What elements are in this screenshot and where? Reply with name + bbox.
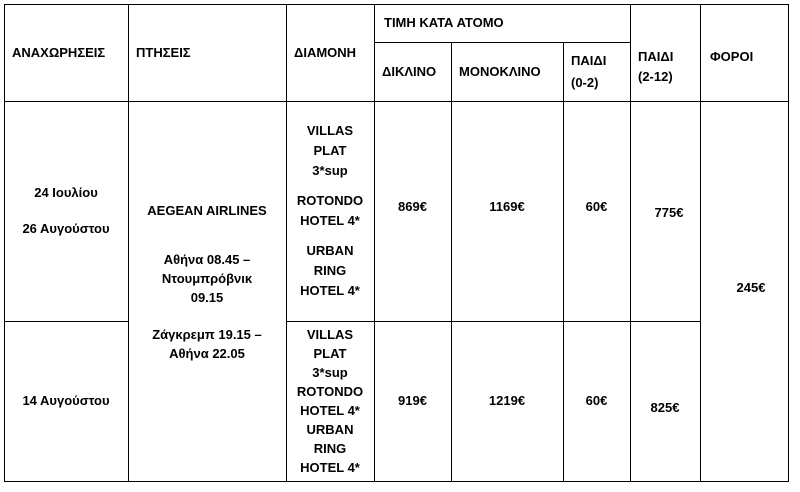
row1-hotel-line: HOTEL 4* [300, 283, 360, 298]
row2-hotels [286, 321, 374, 481]
flights-outbound-line: Αθήνα 08.45 – [163, 252, 251, 267]
row1-dates [4, 101, 128, 321]
header-price-per-person: ΤΙΜΗ ΚΑΤΑ ΑΤΟΜΟ [384, 15, 504, 30]
row1-single: 1169€ [489, 199, 525, 214]
row2-hotel-line: RING [313, 441, 347, 456]
flights-airline: AEGEAN AIRLINES [147, 203, 267, 218]
row1-double: 869€ [398, 199, 427, 214]
row2-hotel-line: VILLAS [306, 327, 354, 342]
row2-hotel-line: HOTEL 4* [300, 403, 360, 418]
row2-hotel-line: HOTEL 4* [300, 460, 360, 475]
row2-child-2-12: 825€ [650, 400, 680, 415]
row1-date-1: 24 Ιουλίου [34, 185, 98, 200]
row1-hotels [286, 101, 374, 321]
row2-hotel-line: PLAT [313, 346, 347, 361]
row2-hotel-line: 3*sup [312, 365, 348, 380]
row1-child-2-12: 775€ [654, 205, 684, 220]
row1-hotel-line: URBAN [306, 243, 354, 258]
header-departures: ΑΝΑΧΩΡΗΣΕΙΣ [12, 44, 106, 60]
header-double: ΔΙΚΛΙΝΟ [382, 63, 437, 79]
row1-hotel-line: 3*sup [312, 163, 348, 178]
flights-inbound-line: Ζάγκρεμπ 19.15 – [152, 327, 262, 342]
header-flights: ΠΤΗΣΕΙΣ [136, 44, 191, 60]
row1-hotel-line: ROTONDO [296, 193, 364, 208]
row1-hotel-line: PLAT [313, 143, 347, 158]
header-single: ΜΟΝΟΚΛΙΝΟ [459, 63, 541, 79]
header-child-2-12 [630, 42, 700, 101]
row1-date-2: 26 Αυγούστου [22, 221, 110, 236]
taxes-value: 245€ [736, 279, 766, 295]
row2-date: 14 Αυγούστου [22, 393, 110, 408]
header-child-2-12-line2: (2-12) [638, 69, 673, 84]
header-child-0-2-line1: ΠΑΙΔΙ [571, 52, 607, 68]
row2-child-0-2: 60€ [585, 393, 608, 408]
flights-outbound-line: Ντουμπρόβνικ [161, 271, 253, 286]
row2-hotel-line: URBAN [306, 422, 354, 437]
row1-hotel-line: HOTEL 4* [300, 213, 360, 228]
header-child-2-12-line1: ΠΑΙΔΙ [638, 49, 674, 64]
flights-cell [128, 101, 286, 482]
header-child-0-2-line2: (0-2) [571, 74, 599, 90]
header-stay: ΔΙΑΜΟΝΗ [294, 44, 357, 60]
row2-single: 1219€ [488, 393, 526, 408]
header-taxes: ΦΟΡΟΙ [710, 49, 754, 64]
price-table [4, 4, 789, 482]
row2-hotel-line: ROTONDO [296, 384, 364, 399]
row2-double: 919€ [398, 393, 427, 408]
row1-hotel-line: VILLAS [306, 123, 354, 138]
row1-hotel-line: RING [313, 263, 347, 278]
row1-child-0-2: 60€ [585, 199, 608, 214]
flights-outbound-line: 09.15 [190, 290, 224, 305]
header-child-0-2 [563, 42, 630, 101]
flights-inbound-line: Αθήνα 22.05 [169, 346, 245, 361]
